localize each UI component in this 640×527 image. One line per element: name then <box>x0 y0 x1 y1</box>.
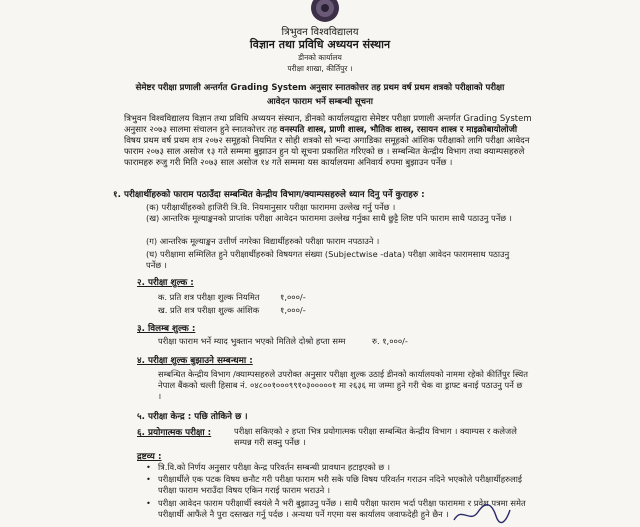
notice-title-line2: आवेदन फाराम भर्ने सम्बन्धी सूचना <box>267 97 373 107</box>
note-bullet-2: • <box>146 474 151 484</box>
section6-text: परीक्षा सकिएको २ हप्ता भित्र प्रयोगात्मक परीक्षा सम्बन्धित केन्द्रीय विभाग । क्याम्पस र कलेजले सम्पन्न गरी सक्नु पर्नेछ । <box>234 426 517 447</box>
fee-value-partial: १,०००/- <box>280 305 306 315</box>
section3-heading: ३. विलम्ब शुल्क : <box>137 324 196 334</box>
fee-value-regular: १,०००/- <box>280 292 306 302</box>
signature-icon <box>452 502 512 526</box>
section4-text: सम्बन्धित केन्द्रीय विभाग /क्याम्पसहरुले उपरोक्त अनुसार परीक्षा शुल्क उठाई डीनको कार्यालयको नाममा रहेको कीर्तिपुर स्थित नेपाल बैंकको चल्ती हिसाब नं. ०४८००१०००९९१०३०००००१ मा २६३६ मा जम्मा हुने गरी चेक वा ड्राफ्ट बनाई पठाउनु पर्ने छ । <box>158 369 528 401</box>
section1-item-a: (क) परीक्षार्थीहरुको हाजिरी त्रि.वि. नियमानुसार परीक्षा फाराममा उल्लेख गर्नु पर्नेछ । <box>146 202 396 212</box>
late-fee-text: परीक्षा फाराम भर्ने म्याद भुक्तान भएको मितिले दोश्रो हप्ता सम्म <box>158 336 346 346</box>
institute-name: विज्ञान तथा प्रविधि अध्ययन संस्थान <box>249 38 391 51</box>
fee-label-partial: ख. प्रति शत्र परीक्षा शुल्क आंशिक <box>158 305 260 315</box>
fee-label-regular: क. प्रति शत्र परीक्षा शुल्क नियमित <box>158 292 260 302</box>
office-name: डीनको कार्यालय <box>298 53 342 62</box>
section5-heading: ५. परीक्षा केन्द्र : पछि तोकिने छ । <box>137 412 248 422</box>
note-bullet-3: • <box>146 498 151 508</box>
notes-heading: द्रष्टव्य : <box>137 452 162 462</box>
notice-title-line1: सेमेष्टर परीक्षा प्रणाली अन्तर्गत Grading System अनुसार स्नातकोत्तर तह प्रथम वर्ष प्रथम शत्रको परीक्षाको परीक्षा <box>135 83 505 93</box>
section-name: परीक्षा शाखा, कीर्तिपुर । <box>287 64 353 73</box>
university-emblem-icon <box>305 0 345 26</box>
section1-item-b: (ख) आन्तरिक मूल्याङ्कनको प्राप्तांक परीक्षा आवेदन फाराममा उल्लेख गर्नुका साथै छुट्टै लिष्ट पनि फाराम साथै पठाउनु पर्नेछ । <box>146 213 512 223</box>
university-name: त्रिभुवन विश्वविद्यालय <box>281 27 359 38</box>
section1-heading: १. परीक्षार्थीहरुको फाराम पठाउँदा सम्बन्धित केन्द्रीय विभाग/क्याम्पसहरुले ध्यान दिनु पर्ने कुराहरु : <box>113 190 425 200</box>
section1-item-c: (ग) आन्तरिक मूल्याङ्कन उत्तीर्ण नगरेका विद्यार्थीहरुको परीक्षा फाराम नपठाउने । <box>146 236 380 246</box>
note-1: त्रि.वि.को निर्णय अनुसार परीक्षा केन्द्र परिवर्तन सम्बन्धी प्रावधान हटाइएको छ । <box>158 462 391 472</box>
section2-heading: २. परीक्षा शुल्क : <box>137 278 194 288</box>
section4-heading: ४. परीक्षा शुल्क बुझाउने सम्बन्धमा : <box>137 356 253 366</box>
intro-paragraph: त्रिभुवन विश्वविद्यालय विज्ञान तथा प्रविधि अध्ययन संस्थान, डीनको कार्यालयद्वारा सेमेष्टर परीक्षा प्रणाली अन्तर्गत Grading System अनुसार २०७३ सालमा संचालन हुने स्नातकोत्तर तह वनस्पति शास्त्र, प्राणी शास्त्र, भौतिक शास्त्र, रसायन शास्त्र र माइक्रोबायोलोजी विषय प्रथम वर्ष प्रथम शत्र २०७२ समूहको नियमित र सोही शत्रको सो भन्दा अगाडिका समूहको आंशिक परीक्षाको लागि परीक्षा आवेदन फाराम २०७३ साल असोज १३ गते सम्ममा बुझाउन हुन यो सूचना प्रकाशित गरिएको छ । सम्बन्धित केन्द्रीय विभाग तथा क्याम्पसहरुले फारामहरु रुजु गरी मिति २०७३ साल असोज १४ गते सम्ममा यस कार्यालयमा अनिवार्य रुपमा बुझाउन पर्नेछ । <box>124 114 532 168</box>
late-fee-amount: रु. १,०००/- <box>372 336 408 346</box>
note-3: परीक्षा आवेदन फाराम परीक्षार्थी स्वयंले नै भरी बुझाउनु पर्नेछ । साथै परीक्षा फाराम भर्दा परीक्षा फाराममा र प्रवेश पत्रमा समेत परीक्षार्थी आफैंले नै पुरा दस्तखत गर्नु पर्दछ । अन्यथा पर्ने गएमा यस कार्यालय जवाफदेही हुने छैन । <box>158 498 526 519</box>
note-2: परीक्षार्थीले एक पटक विषय छनौट गरी परीक्षा फाराम भरी सके पछि विषय परिवर्तन गराउन नदिने भएकोले परीक्षार्थीहरुलाई परीक्षा फाराम भराउँदा विषय एकिन गराई फाराम भराउने । <box>158 474 522 495</box>
section6-heading: ६. प्रयोगात्मक परीक्षा : <box>137 428 212 438</box>
section1-item-d: (घ) परीक्षामा सम्मिलित हुने परीक्षार्थीहरुको विषयगत संख्या (Subjectwise -data) परीक्षा आवेदन फारामसाथ पठाउनु पर्नेछ । <box>146 249 510 270</box>
note-bullet-1: • <box>146 462 151 472</box>
